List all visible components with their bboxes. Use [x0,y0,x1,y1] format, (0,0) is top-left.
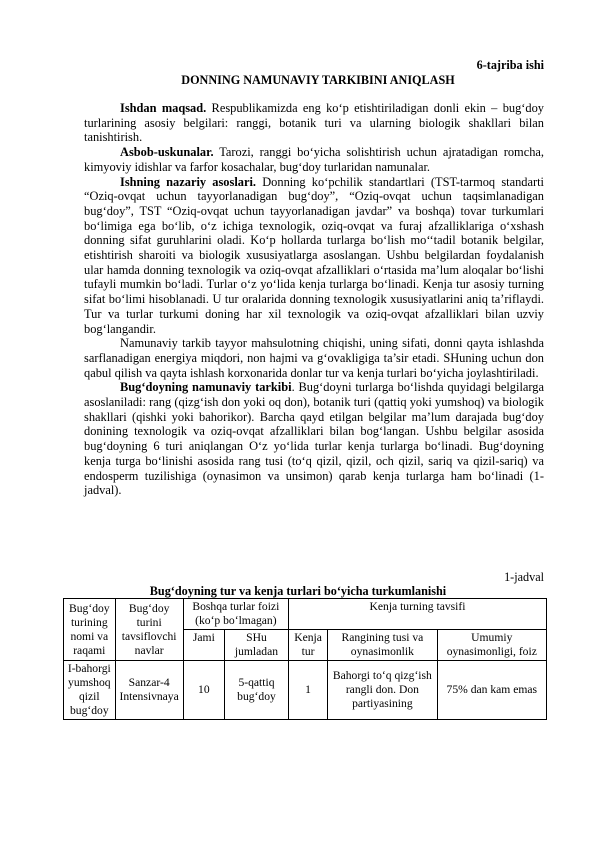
paragraph-maqsad [84,101,544,145]
asbob-text: Tarozi, ranggi bo‘yicha solishtirish uchun ajratadigan romcha, kimyoviy idishlar va farfor kosachalar, bug‘doy turlaridan namunalar. [84,145,544,174]
maqsad-heading: Ishdan maqsad. [120,101,207,115]
header-navlar: Bug‘doy turini tavsiflovchi navlar [115,599,183,661]
body-text [84,101,544,498]
paragraph-namunaviy: Namunaviy tarkib tayyor mahsulotning chiqishi, uning sifati, donni qayta ishlashda sarflanadigan energiya miqdori, non hajmi va g‘ovakligiga ta’sir etadi. SHuning uchun don qabul qilish va qayta ishlash korxonarida donlar tur va kenja turlari bo‘yicha joylashtiriladi. [84,336,544,380]
lab-number: 6-tajriba ishi [476,58,544,72]
cell-rang-tusi: Bahorgi to‘q qizg‘ish rangli don. Don partiyasining [328,661,437,720]
paragraph-asbob [84,145,544,174]
header-boshqa-turlar: Boshqa turlar foizi (ko‘p bo‘lmagan) [183,599,288,630]
cell-umumiy: 75% dan kam emas [437,661,546,720]
classification-table [63,598,547,720]
nazariy-text: Donning ko‘pchilik standartlari (TST-tarmoq standarti “Oziq-ovqat uchun tayyorlanadigan bug‘doy”, “Oziq-ovqat uchun taqsimlanadigan bug‘doy”, TST “Oziq-ovqat uchun tayyorlanadigan javdar” va boshqa) tovar turkumlari bo‘limiga ega bo‘lib, o‘z ichiga texnologik, oziq-ovqat va furaj afzalliklariga o‘xshash donning sifat guruhlarini oladi. Ko‘p hollarda turlarga bo‘lish mo‘‘tadil botanik belgilar, etishtirish sharoiti va biologik xususiyatlarga asoslangan. Ushbu belgilardan foydalanish ular hamda donning texnologik va oziq-ovqat afzalliklari o‘rtasida ma’lum aloqalar bo‘lishi tufayli mumkin bo‘ladi. Turlar o‘z yo‘lida kenja turlarga bo‘linadi. Kenja tur asosiy turning sifat bo‘limi hisoblanadi. U tur oralarida donning texnologik xususiyatlarini aniq ta’riflaydi. Tur va turlar turkumi doning har xil texnologik va oziq-ovqat afzalliklari bilan uzviy bog‘langandir. [84,174,544,336]
paragraph-bugdoy [84,380,544,498]
bugdoy-text: . Bug‘doyni turlarga bo‘lishda quyidagi belgilarga asoslaniladi: rang (qizg‘ish don yoki oq don), botanik turi (qattiq yoki yumshoq) va biologik shakllari (qishki yoki bahorikor). Barcha qayd etilgan belgilar ma’lum darajada bug‘doy donining texnologik va oziq-ovqat afzalliklari bilan bog‘langan. Ushbu belgilar asosida bug‘doyning 6 turi aniqlangan O‘z yo‘lida turlar kenja turlarga bo‘linadi. Bug‘doyning kenja turga bo‘linishi asosida rang tusi (to‘q qizil, qizil, och qizil, sariq va qizil-sariq) va endosperm tuzilishiga (oynasimon va unsimon) qarab kenja turlarga ham bo‘linadi (1-jadval). [84,380,544,498]
header-rang-tusi: Rangining tusi va oynasimonlik [328,630,437,661]
cell-navlar: Sanzar-4 Intensivnaya [115,661,183,720]
paragraph-nazariy [84,175,544,337]
header-umumiy: Umumiy oynasimonligi, foiz [437,630,546,661]
maqsad-text: Respublikamizda eng ko‘p etishtiriladigan donli ekin – bug‘doy turlarining asosiy belgilari: ranggi, botanik turi va ularning biologik shakllari bilan tanishtirish. [84,101,544,145]
nazariy-heading: Ishning nazariy asoslari. [120,174,257,189]
cell-tur-nomi: I-bahorgi yumshoq qizil bug‘doy [64,661,116,720]
cell-shu-jumladan: 5-qattiq bug‘doy [224,661,288,720]
table-label: 1-jadval [504,570,544,584]
table-row [64,661,547,720]
header-shu-jumladan: SHu jumladan [224,630,288,661]
header-tur-nomi: Bug‘doy turining nomi va raqami [64,599,116,661]
table-title: Bug‘doyning tur va kenja turlari bo‘yicha turkumlanishi [149,584,447,598]
bugdoy-heading: Bug‘doyning namunaviy tarkibi [120,380,292,395]
cell-jami: 10 [183,661,224,720]
cell-kenja-tur: 1 [288,661,327,720]
header-kenja-tur: Kenja tur [288,630,327,661]
asbob-heading: Asbob-uskunalar. [120,145,214,160]
page-title: DONNING NAMUNAVIY TARKIBINI ANIQLASH [181,73,455,87]
table-header-row [64,599,547,630]
header-jami: Jami [183,630,224,661]
header-kenja-tavsif: Kenja turning tavsifi [288,599,546,630]
